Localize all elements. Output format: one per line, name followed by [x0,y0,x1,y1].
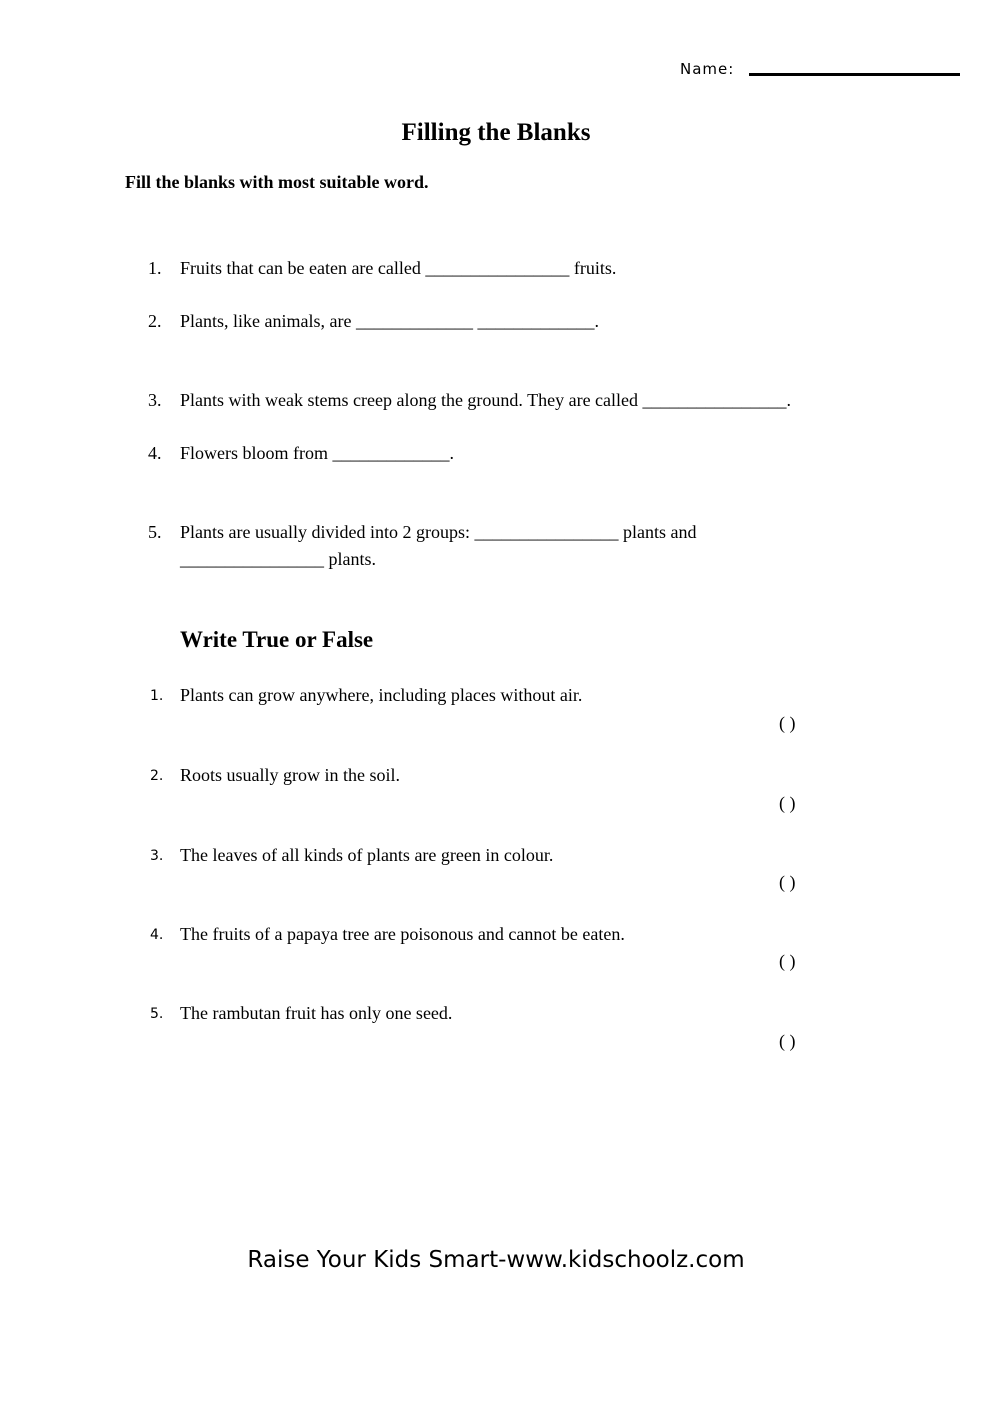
question-number: 4. [148,443,162,463]
question-text: Plants are usually divided into 2 groups: ________________ plants and [180,522,697,542]
statement-number: 5. [150,1006,164,1022]
answer-box[interactable]: ( ) [779,793,796,813]
question-text-continued: ________________ plants. [180,549,376,569]
name-blank-line[interactable] [749,73,960,76]
statement-text: The fruits of a papaya tree are poisonous and cannot be eaten. [180,924,625,944]
statement-text: The rambutan fruit has only one seed. [180,1003,453,1023]
question-number: 2. [148,311,162,331]
section-heading: Write True or False [180,627,374,652]
name-label: Name: [680,60,735,78]
statement-number: 2. [150,768,164,784]
question-text: Flowers bloom from _____________. [180,443,454,463]
answer-box[interactable]: ( ) [779,872,796,892]
answer-box[interactable]: ( ) [779,951,796,971]
statement-number: 1. [150,688,164,704]
answer-box[interactable]: ( ) [779,1031,796,1051]
page-title: Filling the Blanks [401,119,591,146]
question-text: Fruits that can be eaten are called ________________ fruits. [180,258,617,278]
question-number: 5. [148,522,162,542]
statement-text: Roots usually grow in the soil. [180,765,400,785]
answer-box[interactable]: ( ) [779,713,796,733]
statement-number: 4. [150,927,164,943]
question-number: 1. [148,258,162,278]
footer-text: Raise Your Kids Smart-www.kidschoolz.com [247,1247,745,1273]
statement-text: The leaves of all kinds of plants are green in colour. [180,845,554,865]
instruction-text: Fill the blanks with most suitable word. [125,172,429,192]
question-text: Plants, like animals, are _____________ _____________. [180,311,599,331]
question-text: Plants with weak stems creep along the ground. They are called ________________. [180,390,792,410]
question-number: 3. [148,390,162,410]
statement-number: 3. [150,848,164,864]
statement-text: Plants can grow anywhere, including places without air. [180,685,583,705]
